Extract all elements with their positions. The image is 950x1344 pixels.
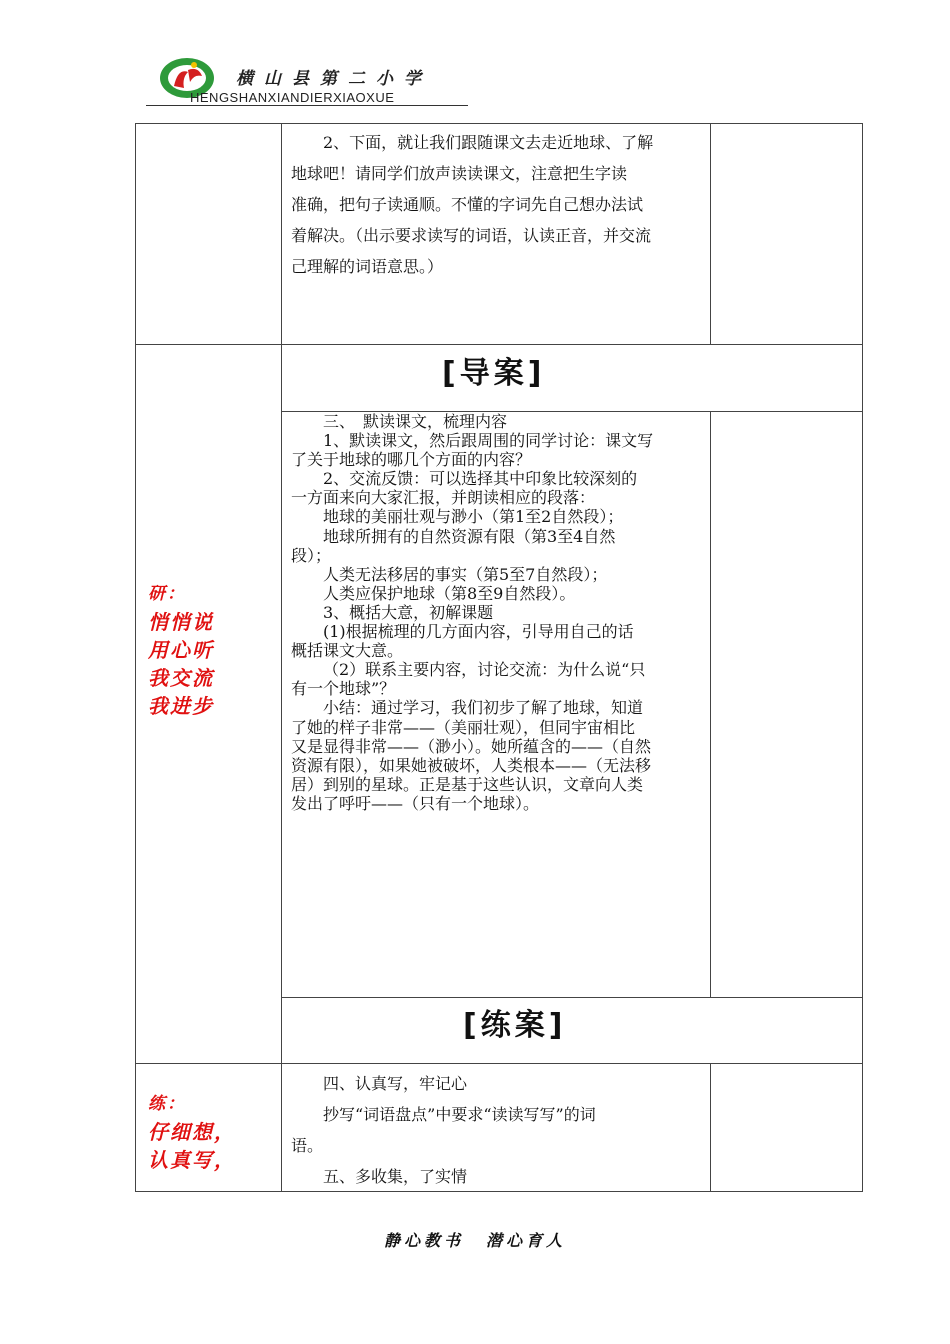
guide-line: 了关于地球的哪几个方面的内容？ bbox=[291, 450, 532, 470]
guide-line: 概括课文大意。 bbox=[291, 641, 404, 661]
guide-line: 三、 默读课文，梳理内容 bbox=[323, 412, 508, 431]
guide-line: 又是显得非常——（渺小）。她所蕴含的——（自然 bbox=[291, 736, 652, 756]
page-footer bbox=[0, 1228, 950, 1251]
column-divider-right-practice bbox=[710, 1063, 711, 1192]
practice-line: 抄写“词语盘点”中要求“读读写写”的词 bbox=[323, 1105, 596, 1124]
guide-line: 1、默读课文，然后跟周围的同学讨论：课文写 bbox=[323, 431, 654, 451]
guide-line: （2）联系主要内容，讨论交流：为什么说“只 bbox=[323, 660, 646, 680]
guide-line: 资源有限），如果她被破坏，人类根本——（无法移 bbox=[291, 755, 652, 775]
guide-side-line: 我交流 bbox=[148, 666, 214, 690]
guide-line: 3、概括大意，初解课题 bbox=[323, 602, 494, 622]
row1-line: 2、下面，就让我们跟随课文去走近地球、了解 bbox=[323, 133, 654, 152]
practice-side-line: 仔细想， bbox=[148, 1120, 236, 1144]
practice-content bbox=[291, 1068, 707, 1192]
page-header bbox=[140, 56, 470, 108]
guide-line: 一方面来向大家汇报，并朗读相应的段落： bbox=[291, 488, 596, 508]
row-divider-guide-end bbox=[281, 997, 862, 998]
practice-side-lead: 练： bbox=[148, 1094, 186, 1114]
practice-side-note bbox=[148, 1090, 236, 1174]
row-divider-1 bbox=[136, 344, 862, 345]
guide-side-line: 用心听 bbox=[148, 638, 214, 662]
guide-line: 地球的美丽壮观与渺小（第1至2自然段）； bbox=[323, 507, 624, 527]
guide-line: 段）； bbox=[291, 545, 332, 565]
guide-title: [导案] bbox=[442, 356, 546, 391]
guide-line: 有一个地球”？ bbox=[291, 679, 396, 699]
column-divider-right-row1 bbox=[710, 124, 711, 344]
practice-title: [练案] bbox=[463, 1008, 567, 1043]
row1-line: 己理解的词语意思。） bbox=[291, 257, 444, 276]
guide-side-note bbox=[148, 580, 214, 720]
guide-line: (1)根据梳理的几方面内容，引导用自己的话 bbox=[323, 622, 634, 642]
school-pinyin: HENGSHANXIANDIERXIAOXUE bbox=[190, 90, 395, 105]
row-divider-practice bbox=[136, 1063, 862, 1064]
guide-line: 人类应保护地球（第8至9自然段）。 bbox=[323, 583, 576, 603]
practice-line: 五、多收集，了实情 bbox=[323, 1167, 468, 1186]
guide-side-lead: 研： bbox=[148, 584, 186, 604]
row1-content bbox=[291, 127, 705, 282]
guide-line: 了她的样子非常——（美丽壮观），但同宇宙相比 bbox=[291, 717, 636, 737]
guide-line: 小结：通过学习，我们初步了解了地球，知道 bbox=[323, 698, 644, 718]
guide-line: 2、交流反馈：可以选择其中印象比较深刻的 bbox=[323, 469, 638, 489]
footer-motto-left: 静心教书 bbox=[383, 1231, 464, 1250]
practice-line: 语。 bbox=[291, 1136, 324, 1155]
footer-motto-right: 潜心育人 bbox=[486, 1231, 567, 1250]
guide-content bbox=[291, 412, 707, 813]
row1-line: 准确，把句子读通顺。不懂的字词先自己想办法试 bbox=[291, 195, 644, 214]
row1-line: 地球吧！请同学们放声读读课文，注意把生字读 bbox=[291, 164, 628, 183]
lesson-table bbox=[135, 123, 863, 1192]
column-divider-right-guide bbox=[710, 411, 711, 997]
guide-line: 人类无法移居的事实（第5至7自然段）； bbox=[323, 564, 608, 584]
guide-side-line: 我进步 bbox=[148, 694, 214, 718]
guide-line: 居）到别的星球。正是基于这些认识，文章向人类 bbox=[291, 774, 644, 794]
school-name: 横山县第二小学 bbox=[236, 69, 432, 89]
guide-side-line: 悄悄说 bbox=[148, 610, 214, 634]
practice-line: 四、认真写，牢记心 bbox=[323, 1074, 468, 1093]
column-divider-left bbox=[281, 124, 282, 1192]
header-rule bbox=[146, 105, 468, 106]
guide-line: 发出了呼吁——（只有一个地球）。 bbox=[291, 793, 540, 813]
guide-line: 地球所拥有的自然资源有限（第3至4自然 bbox=[323, 526, 616, 546]
row1-line: 着解决。（出示要求读写的词语，认读正音，并交流 bbox=[291, 226, 652, 245]
practice-side-line: 认真写， bbox=[148, 1148, 236, 1172]
